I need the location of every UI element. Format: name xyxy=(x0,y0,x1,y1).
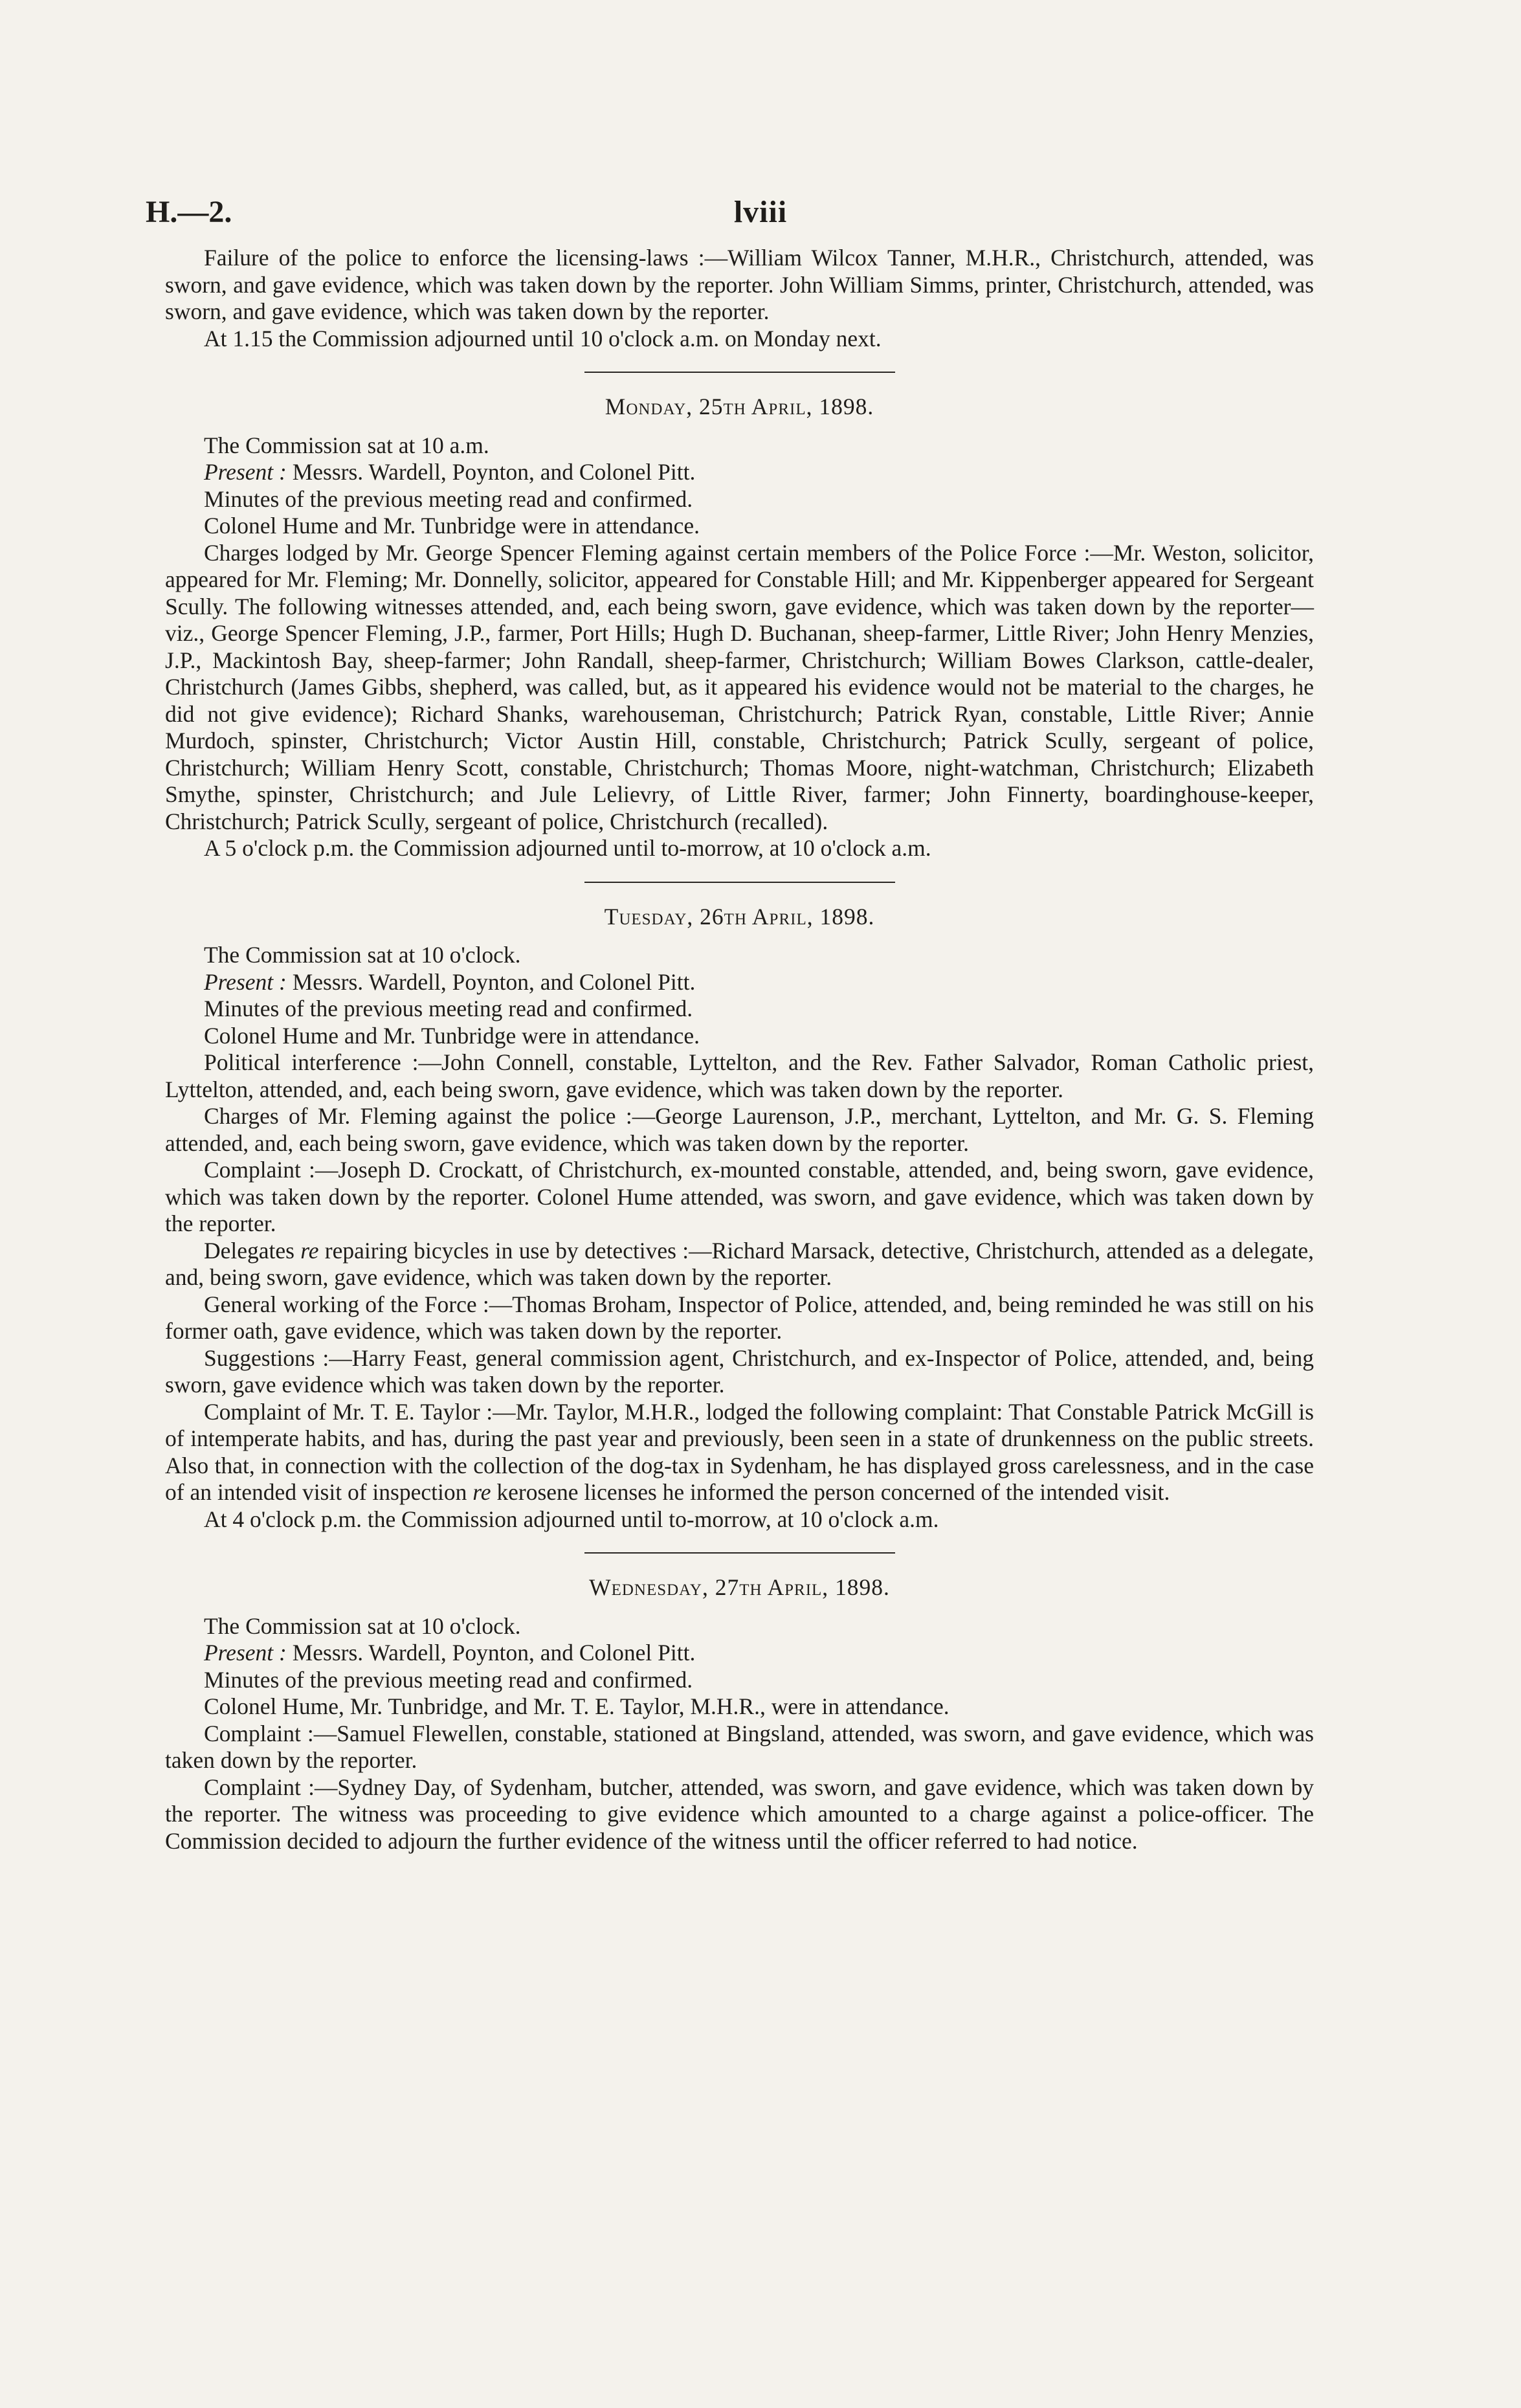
present-members: Messrs. Wardell, Poynton, and Colonel Pitt. xyxy=(292,459,696,485)
present-label: Present : xyxy=(204,459,287,485)
political-interference-paragraph: Political interference :—John Connell, constable, Lyttelton, and the Rev. Father Salvador, Roman Catholic priest, Lyttelton, attended, and, each being sworn, gave evidence, which was taken down by the reporter. xyxy=(165,1049,1314,1102)
parliamentary-reference: H.—2. xyxy=(146,195,232,229)
minutes-confirmed: Minutes of the previous meeting read and confirmed. xyxy=(204,996,693,1021)
present-line xyxy=(165,459,1314,486)
sitting-time: The Commission sat at 10 o'clock. xyxy=(204,1612,521,1639)
crockatt-complaint-paragraph: Complaint :—Joseph D. Crockatt, of Christchurch, ex-mounted constable, attended, and, being sworn, gave evidence, which was taken down by the reporter. Colonel Hume attended, was sworn, and gave evidence, which was taken down by the reporter. xyxy=(165,1157,1314,1236)
licensing-laws-paragraph: Failure of the police to enforce the licensing-laws :—William Wilcox Tanner, M.H.R., Christchurch, attended, was sworn, and gave evidence, which was taken down by the reporter. John William Simms, printer, Christchurch, attended, was sworn, and gave evidence, which was taken down by the reporter. xyxy=(165,245,1314,324)
flewellen-complaint-paragraph: Complaint :—Samuel Flewellen, constable, stationed at Bingsland, attended, was sworn, and gave evidence, which was taken down by the reporter. xyxy=(165,1720,1314,1773)
attendance-line: Colonel Hume, Mr. Tunbridge, and Mr. T. E. Taylor, M.H.R., were in attendance. xyxy=(204,1693,949,1719)
attendance-line: Colonel Hume and Mr. Tunbridge were in attendance. xyxy=(204,513,700,539)
general-working-paragraph: General working of the Force :—Thomas Broham, Inspector of Police, attended, and, being reminded he was still on his former oath, gave evidence, which was taken down by the reporter. xyxy=(165,1291,1314,1344)
page-header xyxy=(0,194,1521,246)
adjournment-note: At 4 o'clock p.m. the Commission adjourned until to-morrow, at 10 o'clock a.m. xyxy=(204,1506,939,1532)
meeting-date: Monday, 25th April, 1898. xyxy=(605,394,874,419)
present-line xyxy=(165,1640,1314,1667)
delegates-text-continued: repairing bicycles in use by detectives :—Richard Marsack, detective, Christchurch, attended as a delegate, and, being sworn, gave evidence, which was taken down by the reporter. xyxy=(165,1237,1315,1290)
re-italic: re xyxy=(300,1237,319,1264)
minutes-confirmed: Minutes of the previous meeting read and confirmed. xyxy=(204,1666,693,1693)
taylor-complaint-paragraph xyxy=(165,1399,1314,1506)
meeting-date: Tuesday, 26th April, 1898. xyxy=(604,903,875,930)
suggestions-paragraph: Suggestions :—Harry Feast, general commission agent, Christchurch, and ex-Inspector of Police, attended, and, being sworn, gave evidence which was taken down by the reporter. xyxy=(165,1344,1314,1398)
adjournment-note: At 1.15 the Commission adjourned until 10 o'clock a.m. on Monday next. xyxy=(204,325,882,351)
section-divider xyxy=(584,372,895,373)
minutes-confirmed: Minutes of the previous meeting read and confirmed. xyxy=(204,485,693,512)
present-line xyxy=(165,969,1314,996)
attendance-line: Colonel Hume and Mr. Tunbridge were in attendance. xyxy=(204,1022,700,1049)
section-divider xyxy=(584,882,895,883)
page-number: lviii xyxy=(733,195,788,229)
monday-section xyxy=(165,394,1314,862)
day-complaint-paragraph: Complaint :—Sydney Day, of Sydenham, butcher, attended, was sworn, and gave evidence, which was taken down by the reporter. The witness was proceeding to give evidence which amounted to a charge against a police-officer. The Commission decided to adjourn the further evidence of the witness until the officer referred to had notice. xyxy=(165,1774,1314,1854)
meeting-date: Wednesday, 27th April, 1898. xyxy=(589,1574,890,1600)
sitting-time: The Commission sat at 10 o'clock. xyxy=(204,942,521,968)
minutes-body xyxy=(165,245,1314,1855)
present-members: Messrs. Wardell, Poynton, and Colonel Pitt. xyxy=(292,968,696,995)
present-members: Messrs. Wardell, Poynton, and Colonel Pitt. xyxy=(292,1640,696,1666)
delegates-text: Delegates xyxy=(204,1237,294,1264)
re-italic: re xyxy=(472,1479,491,1505)
taylor-complaint-text-continued: kerosene licenses he informed the person concerned of the intended visit. xyxy=(496,1479,1170,1505)
tuesday-section xyxy=(165,904,1314,1533)
taylor-complaint-text: Complaint of Mr. T. E. Taylor :—Mr. Taylor, M.H.R., lodged the following complaint: That Constable Patrick McGill is of intemperate habits, and has, during the past year and previously, been seen in a state of drunkenness on the public streets. Also that, in connection with the collection of the dog-tax in Sydenham, he has displayed gross carelessness, and in the case of an intended visit of inspection xyxy=(165,1398,1314,1505)
fleming-charges-paragraph: Charges lodged by Mr. George Spencer Fleming against certain members of the Police Force :—Mr. Weston, solicitor, appeared for Mr. Fleming; Mr. Donnelly, solicitor, appeared for Constable Hill; and Mr. Kippenberger appeared for Sergeant Scully. The following witnesses attended, and, each being sworn, gave evidence, which was taken down by the reporter—viz., George Spencer Fleming, J.P., farmer, Port Hills; Hugh D. Buchanan, sheep-farmer, Little River; John Henry Menzies, J.P., Mackintosh Bay, sheep-farmer; John Randall, sheep-farmer, Christchurch; William Bowes Clarkson, cattle-dealer, Christchurch (James Gibbs, shepherd, was called, but, as it appeared his evidence would not be material to the charges, he did not give evidence); Richard Shanks, warehouseman, Christchurch; Patrick Ryan, constable, Little River; Annie Murdoch, spinster, Christchurch; Victor Austin Hill, constable, Christchurch; Patrick Scully, sergeant of police, Christchurch; William Henry Scott, constable, Christchurch; Thomas Moore, night-watchman, Christchurch; Elizabeth Smythe, spinster, Christchurch; and Jule Lelievry, of Little River, farmer; John Finnerty, boardinghouse-keeper, Christchurch; Patrick Scully, sergeant of police, Christchurch (recalled). xyxy=(165,539,1314,834)
present-label: Present : xyxy=(204,968,287,995)
wednesday-section xyxy=(165,1574,1314,1855)
fleming-charges-paragraph: Charges of Mr. Fleming against the police :—George Laurenson, J.P., merchant, Lyttelton, and Mr. G. S. Fleming attended, and, each being sworn, gave evidence, which was taken down by the reporter. xyxy=(165,1103,1314,1156)
present-label: Present : xyxy=(204,1640,287,1666)
sitting-time: The Commission sat at 10 a.m. xyxy=(204,432,489,458)
adjournment-note: A 5 o'clock p.m. the Commission adjourned until to-morrow, at 10 o'clock a.m. xyxy=(204,835,931,861)
section-divider xyxy=(584,1552,895,1554)
bicycle-delegates-paragraph xyxy=(165,1238,1314,1291)
